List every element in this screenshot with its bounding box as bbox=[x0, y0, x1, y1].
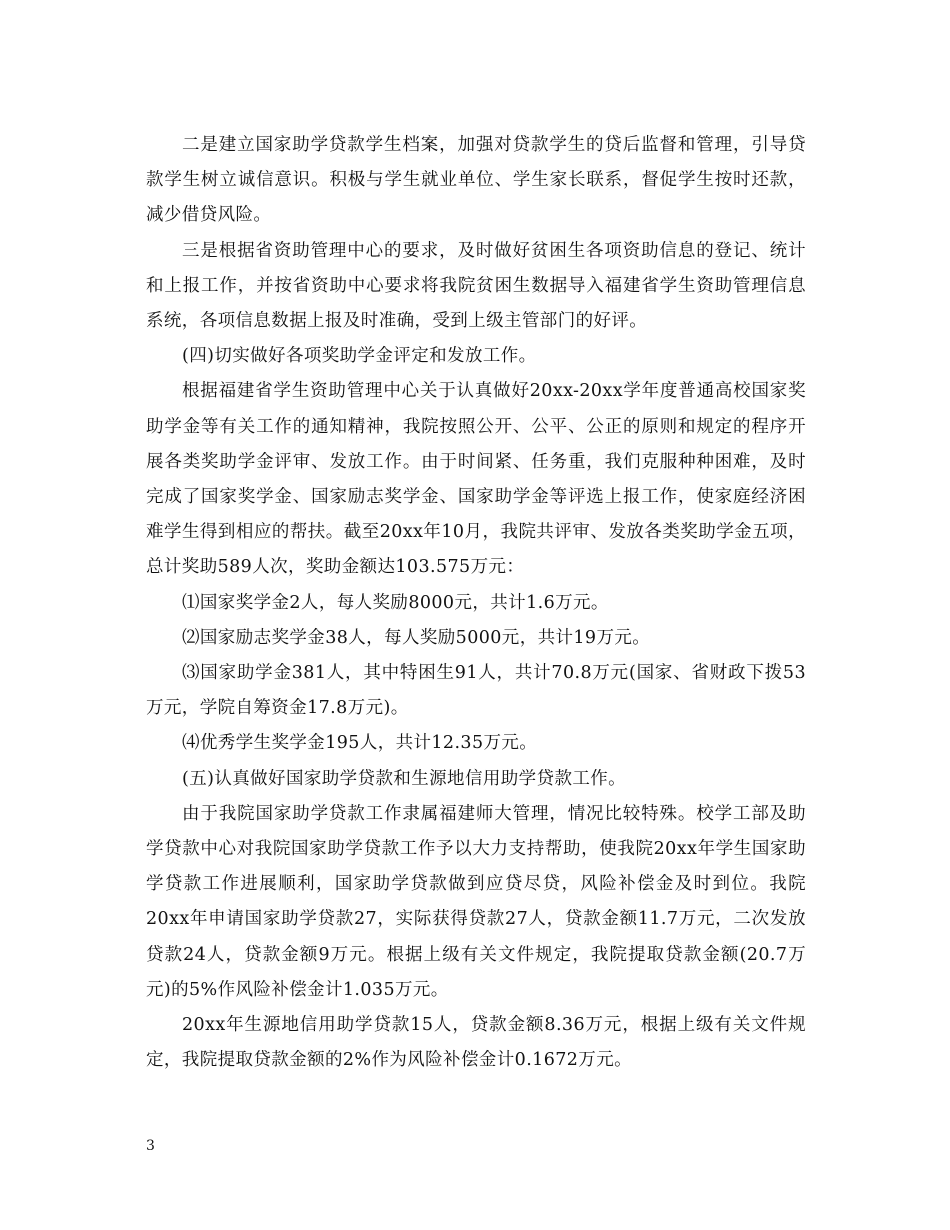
list-item-national-scholarship: ⑴国家奖学金2人，每人奖励8000元，共计1.6万元。 bbox=[182, 592, 609, 613]
paragraph-origin-credit-loan: 20xx年生源地信用助学贷款15人，贷款金额8.36万元，根据上级有关文件规定，我院提取贷款金额的2%作为风险补偿金计0.1672万元。 bbox=[146, 1015, 806, 1071]
list-item-excellent-student-scholarship: ⑷优秀学生奖学金195人，共计12.35万元。 bbox=[182, 733, 538, 754]
list-item-encouragement-scholarship: ⑵国家励志奖学金38人，每人奖励5000元，共计19万元。 bbox=[182, 627, 651, 648]
list-item-national-grant: ⑶国家助学金381人，其中特困生91人，共计70.8万元(国家、省财政下拨53万元，学院自筹资金17.8万元)。 bbox=[146, 663, 806, 719]
document-body bbox=[146, 128, 806, 1078]
page-number: 3 bbox=[146, 1138, 155, 1154]
paragraph-data-reporting: 三是根据省资助管理中心的要求，及时做好贫困生各项资助信息的登记、统计和上报工作，并按省资助中心要求将我院贫困生数据导入福建省学生资助管理信息系统，各项信息数据上报及时准确，受到上级主管部门的好评。 bbox=[146, 240, 806, 332]
section-heading-student-loans: (五)认真做好国家助学贷款和生源地信用助学贷款工作。 bbox=[182, 768, 627, 789]
paragraph-loan-archive: 二是建立国家助学贷款学生档案，加强对贷款学生的贷后监督和管理，引导贷款学生树立诚信意识。积极与学生就业单位、学生家长联系，督促学生按时还款，减少借贷风险。 bbox=[146, 135, 806, 226]
section-heading-scholarships: (四)切实做好各项奖助学金评定和发放工作。 bbox=[182, 346, 537, 367]
paragraph-national-loan: 由于我院国家助学贷款工作隶属福建师大管理，情况比较特殊。校学工部及助学贷款中心对我院国家助学贷款工作予以大力支持帮助，使我院20xx年学生国家助学贷款工作进展顺利，国家助学贷款做到应贷尽贷，风险补偿金及时到位。我院20xx年申请国家助学贷款27，实际获得贷款27人，贷款金额11.7万元，二次发放贷款24人，贷款金额9万元。根据上级有关文件规定，我院提取贷款金额(20.7万元)的5%作风险补偿金计1.035万元。 bbox=[146, 803, 806, 1000]
paragraph-scholarship-summary: 根据福建省学生资助管理中心关于认真做好20xx-20xx学年度普通高校国家奖助学金等有关工作的通知精神，我院按照公开、公平、公正的原则和规定的程序开展各类奖助学金评审、发放工作。由于时间紧、任务重，我们克服种种困难，及时完成了国家奖学金、国家励志奖学金、国家助学金等评选上报工作，使家庭经济困难学生得到相应的帮扶。截至20xx年10月，我院共评审、发放各类奖助学金五项，总计奖助589人次，奖助金额达103.575万元： bbox=[146, 381, 806, 578]
